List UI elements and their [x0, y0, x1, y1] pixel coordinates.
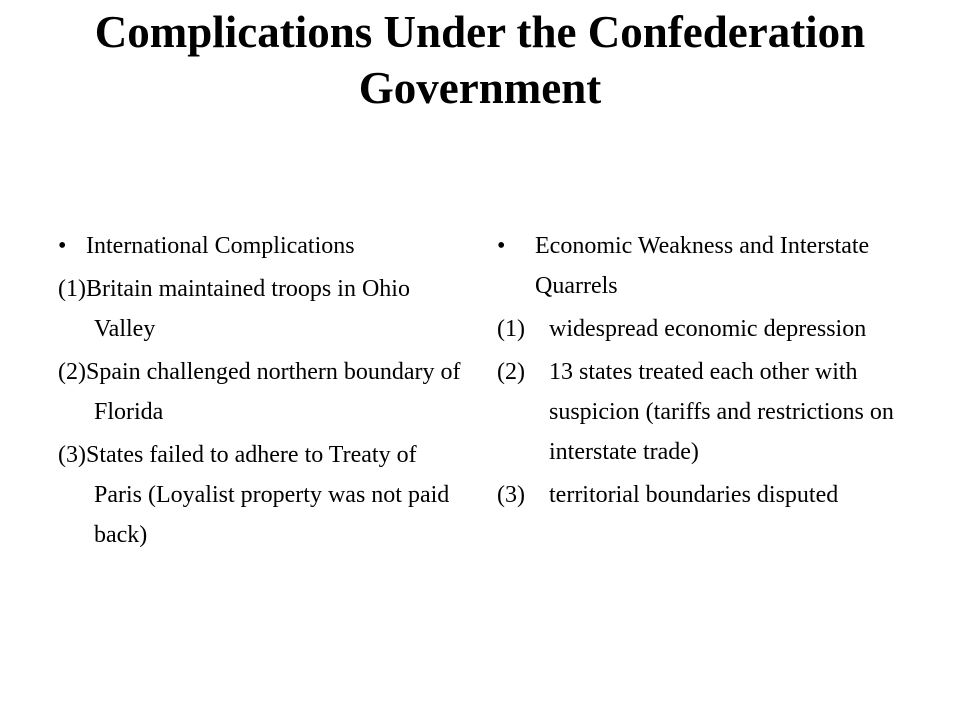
item-number: (1) [497, 316, 525, 342]
list-item: (2)Spain challenged northern boundary of Florida [58, 359, 461, 425]
item-text: 13 states treated each other with suspicion (tariffs and restrictions on interstate trade) [549, 359, 894, 465]
title-line-2: Government [358, 63, 602, 113]
list-item: (3)States failed to adhere to Treaty of Paris (Loyalist property was not paid back) [58, 442, 450, 548]
list-item [497, 475, 907, 515]
list-item [497, 309, 907, 349]
list-item [497, 352, 907, 472]
left-column [58, 226, 468, 555]
item-number: (2) [497, 359, 525, 385]
item-text: territorial boundaries disputed [549, 482, 839, 508]
right-heading-row [497, 226, 907, 306]
item-text: widespread economic depression [549, 316, 867, 342]
left-heading: International Complications [86, 233, 355, 259]
list-item: (1)Britain maintained troops in Ohio Valley [58, 276, 410, 342]
item-number: (3) [497, 482, 525, 508]
slide-title [0, 4, 960, 116]
left-heading-row [58, 226, 468, 266]
bullet-icon: • [58, 233, 67, 259]
bullet-icon: • [497, 233, 506, 259]
right-heading: Economic Weakness and Interstate Quarrels [535, 233, 870, 299]
right-column [497, 226, 907, 515]
title-line-1: Complications Under the Confederation [94, 7, 866, 57]
